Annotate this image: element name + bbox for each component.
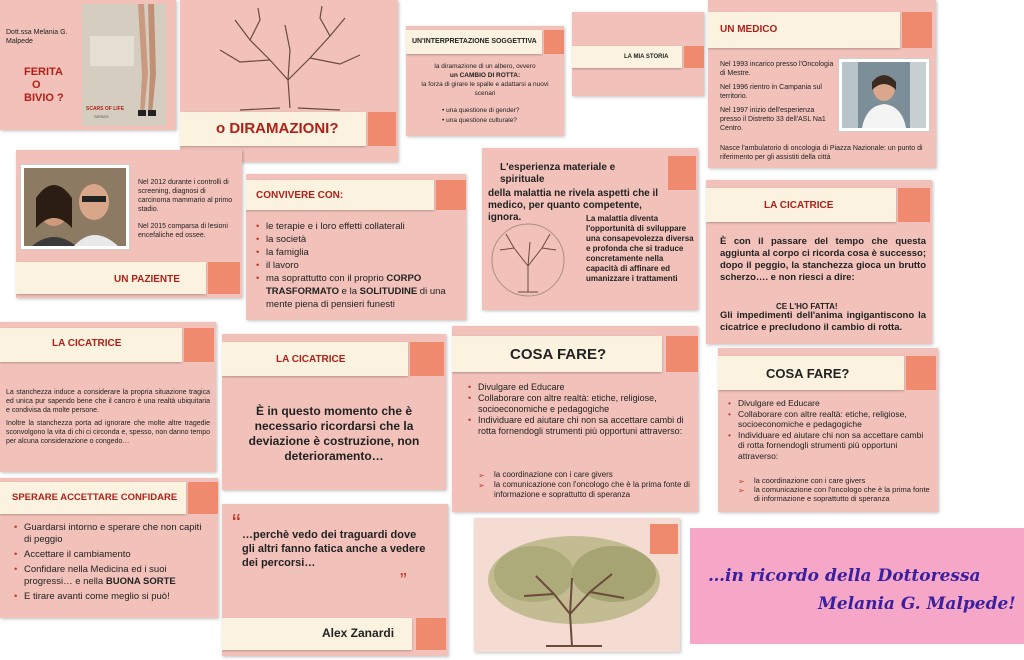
accent-square bbox=[208, 262, 240, 294]
card-title: COSA FARE? bbox=[766, 366, 850, 381]
cover-series-label: SCARS OF LIFE bbox=[86, 106, 125, 112]
cover-title: FERITA O BIVIO ? bbox=[24, 66, 64, 104]
list-item: ➢ la coordinazione con i care givers bbox=[728, 476, 932, 485]
card-tree bbox=[474, 518, 680, 652]
list-item: • Individuare ed aiutare chi non sa accettare cambi di rotta fornendogli strumenti più opportuni attraverso: bbox=[468, 415, 690, 437]
accent-square bbox=[668, 156, 696, 190]
card-quote: “ …perchè vedo dei traguardi dove gli altri fanno fatica anche a vedere dei percorsi… ” Alex Zanardi bbox=[222, 504, 448, 656]
card-esperienza: L'esperienza materiale e spirituale della malattia ne rivela aspetti che il medico, per quanto competente, ignora. La malattia diventa l'opportunità di sviluppare una consapevolezza diversa e profonda che si traduce concretamente nella capacità di affinare ed umanizzare i trattamenti bbox=[482, 148, 698, 310]
convivere-list bbox=[256, 220, 462, 311]
author-name: Dott.ssa Melania G. Malpede bbox=[6, 29, 68, 45]
card-cicatrice-right: LA CICATRICE È con il passare del tempo che questa aggiunta al corpo ci ricorda cosa è successo; dopo il peggio, la stanchezza gioca un brutto scherzo…. e non riesci a dire: CE L'HO FATTA! Gli impedimenti dell'anima ingigantiscono la cicatrice e precludono il cambio di rotta. bbox=[706, 180, 932, 344]
card-title: LA CICATRICE bbox=[276, 354, 346, 365]
card-title: LA MIA STORIA bbox=[624, 54, 669, 60]
list-item: • E tirare avanti come meglio si può! bbox=[14, 591, 210, 603]
list-item: • Individuare ed aiutare chi non sa accettare cambi di rotta fornendogli strumenti più opportuni attraverso: bbox=[728, 430, 932, 462]
accent-square bbox=[188, 482, 218, 514]
card-cosa-fare-middle bbox=[452, 326, 698, 512]
list-item: • le terapie e i loro effetti collaterali bbox=[256, 220, 462, 233]
card-title: LA CICATRICE bbox=[52, 338, 122, 349]
list-item: • Confidare nella Medicina ed i suoi progressi… e nella BUONA SORTE bbox=[14, 564, 210, 588]
card-title: o DIRAMAZIONI? bbox=[216, 120, 339, 137]
memorial-box bbox=[690, 528, 1024, 644]
accent-square bbox=[902, 12, 932, 48]
list-item: • una questione di gender? bbox=[442, 107, 520, 114]
list-item: • la famiglia bbox=[256, 246, 462, 259]
list-item: • la società bbox=[256, 233, 462, 246]
card-sperare bbox=[0, 478, 218, 618]
card-title: COSA FARE? bbox=[510, 346, 607, 363]
accent-square bbox=[184, 328, 214, 362]
card-title: UN MEDICO bbox=[720, 24, 778, 35]
book-cover-image: SCARS OF LIFE SERIES bbox=[82, 4, 166, 126]
accent-square bbox=[416, 618, 446, 650]
accent-square bbox=[436, 180, 466, 210]
accent-square bbox=[906, 356, 936, 390]
card-title: LA CICATRICE bbox=[764, 200, 834, 211]
doctor-photo bbox=[838, 58, 930, 132]
card-cosa-fare-right bbox=[718, 348, 938, 512]
card-un-paziente: Nel 2012 durante i controlli di screening, diagnosi di carcinoma mammario al primo stadio. Nel 2015 comparsa di lesioni encefaliche ed ossee. UN PAZIENTE bbox=[16, 150, 242, 298]
accent-square bbox=[544, 30, 564, 54]
card-cicatrice-left: LA CICATRICE La stanchezza induce a considerare la propria situazione tragica ed unica pur sapendo bene che il cancro è una realtà ubiquitaria e condivisa da molte persone. Inoltre la stanchezza porta ad ignorare che molte altre tragedie sconvolgono la vita di chi ci circonda e, spesso, non danno tempo per alcuna considerazione o congedo… bbox=[0, 322, 216, 472]
list-item: • Collaborare con altre realtà: etiche, religiose, socioeconomiche e pedagogiche bbox=[728, 409, 932, 430]
patient-photo bbox=[20, 164, 130, 250]
card-interpretazione: UN'INTERPRETAZIONE SOGGETTIVA la diramazione di un albero, ovvero un CAMBIO DI ROTTA: la forza di girare le spalle e adattarsi a nuovi scenari • una questione di gender? • una questione culturale? bbox=[406, 26, 564, 136]
card-un-medico: UN MEDICO Nel 1993 incarico presso l'Oncologia di Mestre. Nel 1996 rientro in Campania sul territorio. Nel 1997 inizio dell'esperienza presso il Distretto 33 dell'ASL Na1 Centro. Nasce l'ambulatorio di oncologia di Piazza Nazionale: un punto di riferimento per gli assistiti della città bbox=[708, 0, 936, 168]
card-cicatrice-middle: LA CICATRICE È in questo momento che è necessario ricordarsi che la deviazione è costruzione, non deterioramento… bbox=[222, 334, 446, 490]
memorial-line-1: …in ricordo della Dottoressa bbox=[708, 566, 981, 586]
list-item: • il lavoro bbox=[256, 259, 462, 272]
memorial-line-2: Melania G. Malpede! bbox=[818, 594, 1016, 614]
tree-branches-illustration bbox=[180, 0, 398, 120]
list-item: • Divulgare ed Educare bbox=[468, 382, 690, 393]
accent-square bbox=[410, 342, 444, 376]
card-convivere bbox=[246, 174, 466, 320]
accent-square bbox=[666, 336, 698, 372]
card-title: SPERARE ACCETTARE CONFIDARE bbox=[12, 492, 178, 503]
list-item: ➢ la coordinazione con i care givers bbox=[468, 470, 690, 480]
tree-circle-illustration bbox=[484, 220, 580, 300]
list-item: • Collaborare con altre realtà: etiche, religiose, socioeconomiche e pedagogiche bbox=[468, 393, 690, 415]
card-title: UN'INTERPRETAZIONE SOGGETTIVA bbox=[412, 38, 537, 45]
list-item: • ma soprattutto con il proprio CORPO TRASFORMATO e la SOLITUDINE di una mente piena di pensieri funesti bbox=[256, 272, 462, 311]
list-item: ➢ la comunicazione con l'oncologo che è la prima fonte di informazione e soprattutto di speranza bbox=[728, 485, 932, 503]
list-item: • una questione culturale? bbox=[442, 117, 517, 124]
list-item: ➢ la comunicazione con l'oncologo che è la prima fonte di informazione e soprattutto di speranza bbox=[468, 480, 690, 500]
quote-text: …perchè vedo dei traguardi dove gli altri fanno fatica anche a vedere dei percorsi… bbox=[242, 529, 426, 569]
accent-square bbox=[684, 46, 704, 68]
olive-tree-illustration bbox=[474, 518, 680, 652]
list-item: • Accettare il cambiamento bbox=[14, 549, 210, 561]
card-title: UN PAZIENTE bbox=[114, 274, 180, 285]
list-item: • Divulgare ed Educare bbox=[728, 398, 932, 409]
card-diramazioni bbox=[180, 0, 398, 162]
card-title: CONVIVERE CON: bbox=[256, 190, 344, 201]
card-cover bbox=[0, 0, 176, 130]
list-item: • Guardarsi intorno e sperare che non capiti di peggio bbox=[14, 522, 210, 546]
quote-author: Alex Zanardi bbox=[322, 626, 395, 640]
accent-square bbox=[368, 112, 396, 146]
card-mia-storia bbox=[572, 12, 704, 96]
accent-square bbox=[898, 188, 930, 222]
